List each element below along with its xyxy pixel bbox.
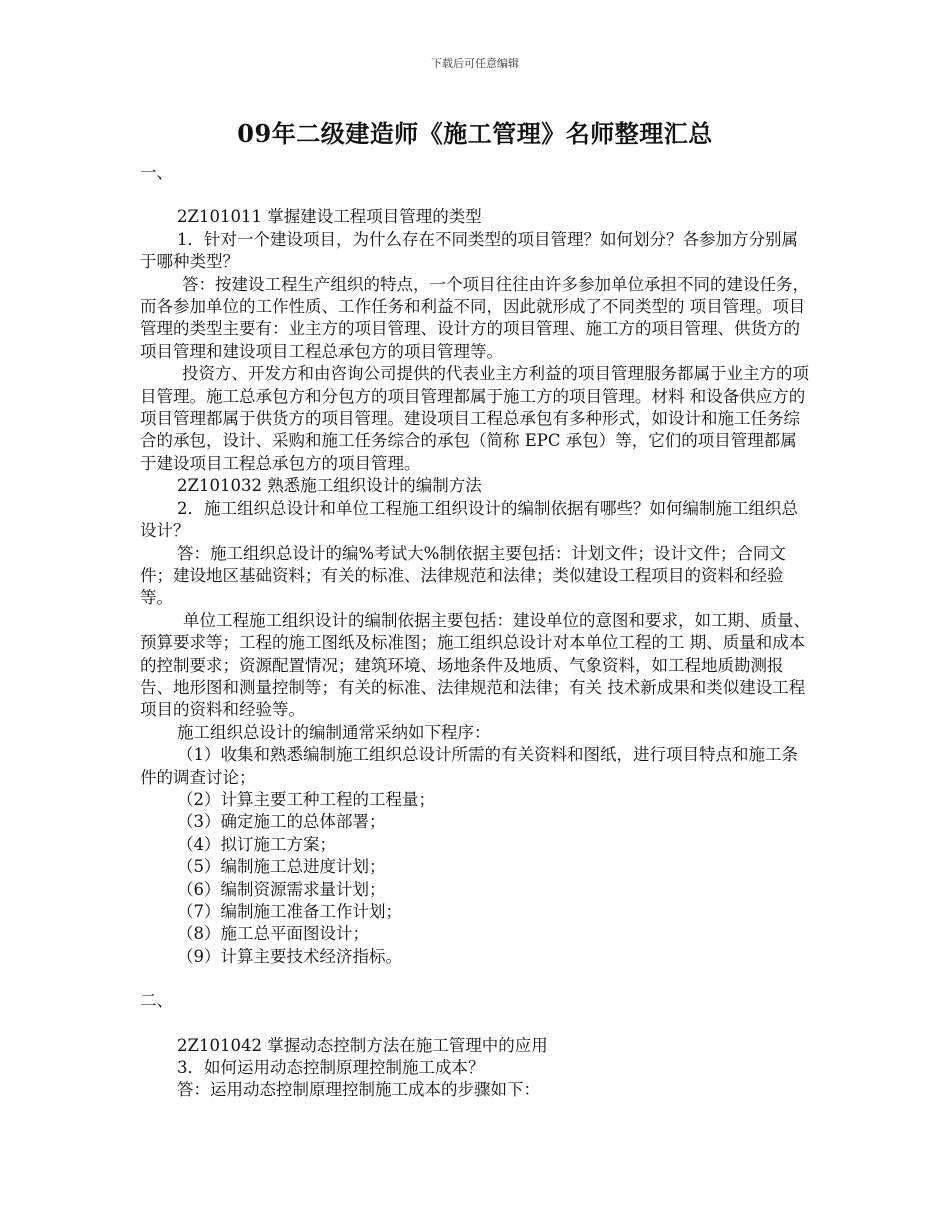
answer-paragraph: 答：施工组织总设计的编%考试大%制依据主要包括：计划文件；设计文件；合同文件；建设地区基础资料；有关的标准、法律规范和法律；类似建设工程项目的资料和经验等。 <box>140 543 786 608</box>
question: 3．如何运用动态控制原理控制施工成本？ <box>177 1058 485 1078</box>
answer-paragraph: 答：运用动态控制原理控制施工成本的步骤如下： <box>177 1080 540 1100</box>
procedure-step: （9）计算主要技术经济指标。 <box>177 946 402 966</box>
section-label: 一、 <box>140 163 173 182</box>
answer-paragraph: 单位工程施工组织设计的编制依据主要包括：建设单位的意图和要求，如工期、质量、预算要求等；工程的施工图纸及标准图；施工组织总设计对本单位工程的工 期、质量和成本的控制要求；资源配置情况；建筑环境、场地条件及地质、气象资料，如工程地质勘测报告、地形图和测量控制等；有关的标准、法律规范和法律；有关 技术新成果和类似建设工程项目的资料和经验等。 <box>140 610 810 720</box>
answer-paragraph: 投资方、开发方和由咨询公司提供的代表业主方利益的项目管理服务都属于业主方的项目管理。施工总承包方和分包方的项目管理都属于施工方的项目管理。材料 和设备供应方的项目管理都属于供货方的项目管理。建设项目工程总承包有多种形式，如设计和施工任务综合的承包，设计、采购和施工任务综合的承包（简称 EPC 承包）等，它们的项目管理都属于建设项目工程总承包方的项目管理。 <box>140 364 809 473</box>
page-header: 下载后可任意编辑 <box>431 57 519 70</box>
document-title: 09年二级建造师《施工管理》名师整理汇总 <box>237 119 713 148</box>
section-label: 二、 <box>140 991 173 1011</box>
procedure-step: （3）确定施工的总体部署； <box>177 812 386 832</box>
procedure-step: （2）计算主要工种工程的工程量； <box>177 789 435 809</box>
procedure-step: （5）编制施工总进度计划； <box>177 857 386 877</box>
procedure-step: （1）收集和熟悉编制施工组织总设计所需的有关资料和图纸，进行项目特点和施工条件的调查讨论； <box>140 745 798 787</box>
procedure-step: （7）编制施工准备工作计划； <box>177 902 402 921</box>
document-body <box>140 162 812 1102</box>
procedure-intro: 施工组织总设计的编制通常采纳如下程序： <box>177 722 491 742</box>
question: 2．施工组织总设计和单位工程施工组织设计的编制依据有哪些？如何编制施工组织总设计？ <box>140 498 798 541</box>
procedure-step: （4）拟订施工方案； <box>177 834 336 854</box>
procedure-step: （8）施工总平面图设计； <box>177 924 369 944</box>
question: 1．针对一个建设项目，为什么存在不同类型的项目管理？如何划分？各参加方分别属于哪种类型？ <box>140 229 798 272</box>
course-code: 2Z101011 掌握建设工程项目管理的类型 <box>177 207 482 227</box>
course-code: 2Z101042 掌握动态控制方法在施工管理中的应用 <box>177 1035 548 1055</box>
course-code: 2Z101032 熟悉施工组织设计的编制方法 <box>177 476 482 496</box>
procedure-step: （6）编制资源需求量计划； <box>177 879 386 899</box>
answer-paragraph: 答：按建设工程生产组织的特点，一个项目往往由许多参加单位承担不同的建设任务，而各参加单位的工作性质、工作任务和利益不同，因此就形成了不同类型的 项目管理。项目管理的类型主要有：业主方的项目管理、设计方的项目管理、施工方的项目管理、供货方的项目管理和建设项目工程总承包方的项目管理等。 <box>140 274 809 361</box>
